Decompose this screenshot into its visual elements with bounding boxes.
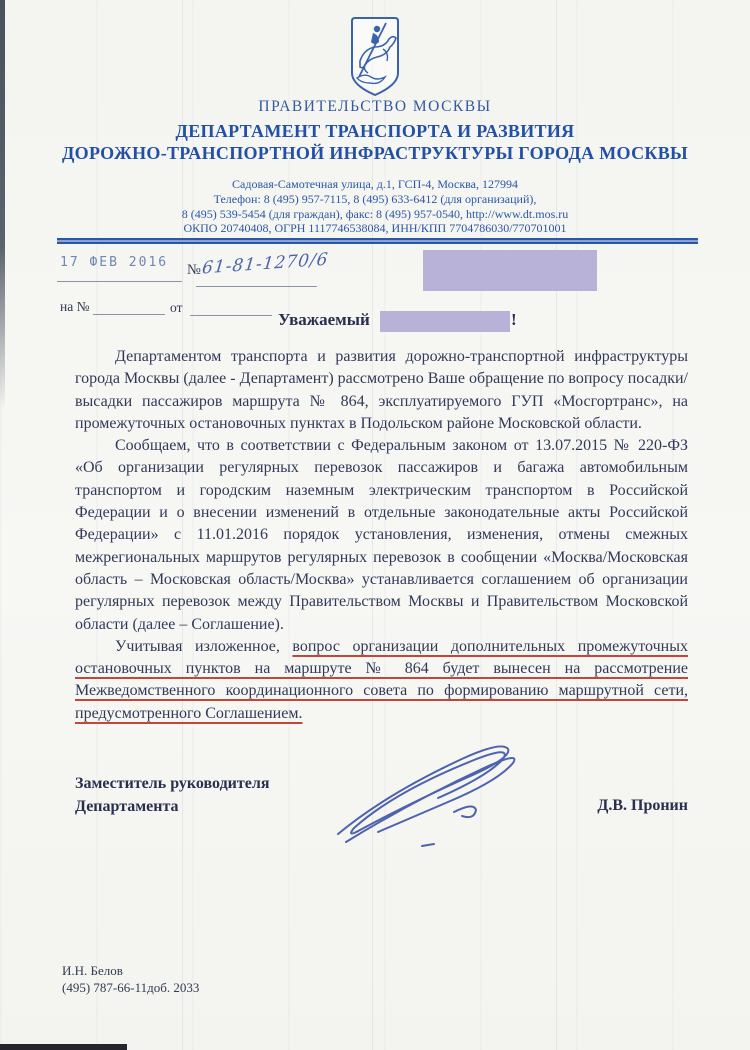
paragraph-2: Сообщаем, что в соответствии с Федеральным законом от 13.07.2015 № 220-ФЗ «Об организации регулярных перевозок пассажиров и багажа автомобильным транспортом и городским наземным электрическим транспортом в Российской Федерации и о внесении изменений в отдельные законодательные акты Российской Федерации» с 11.01.2016 порядок установления, изменения, отмены смежных межрегиональных маршрутов регулярных перевозок в сообщении «Москва/Московская область – Московская область/Москва» устанавливается соглашением об организации регулярных перевозок между Правительством Москвы и Правительством Московской области (далее – Соглашение). [75, 437, 688, 633]
paragraph-3-underlined: вопрос организации дополнительных промежуточных остановочных пунктов на маршруте № 864 будет вынесен на рассмотрение Межведомственного координационного совета по формированию маршрутной сети, предусмотренного Соглашением. [75, 637, 688, 722]
date-underline [57, 281, 182, 282]
letter-body [75, 346, 688, 725]
contact-phones: Телефон: 8 (495) 957-7115, 8 (495) 633-6412 (для организаций), [213, 191, 537, 206]
moscow-coat-of-arms-icon [344, 16, 406, 103]
from-underline [190, 315, 272, 316]
contact-registration-codes: ОКПО 20740408, ОГРН 1117746538084, ИНН/КПП 7704786030/770701001 [183, 221, 567, 236]
from-label: от [170, 300, 183, 315]
signer-name: Д.В. Пронин [597, 797, 688, 814]
paragraph-1: Департаментом транспорта и развития дорожно-транспортной инфраструктуры города Москвы (далее - Департамент) рассмотрено Ваше обращение по вопросу посадки/высадки пассажиров маршрута № 864, эксплуатируемого ГУП «Мосгортранс», на промежуточных остановочных пунктах в Подольском районе Московской области. [75, 348, 688, 432]
number-sign-label: № [187, 262, 201, 278]
paragraph-3-lead: Учитывая изложенное, [115, 637, 293, 655]
letterhead-contacts [0, 177, 750, 236]
on-number-underline [93, 314, 165, 315]
executor-block [62, 962, 199, 996]
reference-underline [196, 286, 317, 287]
handwritten-reference-number: 61-81-1270/6 [201, 249, 330, 279]
executor-name: И.Н. Белов [62, 963, 123, 978]
department-title-line1: ДЕПАРТАМЕНТ ТРАНСПОРТА И РАЗВИТИЯ [175, 121, 575, 141]
signer-position-line2: Департамента [75, 798, 179, 815]
government-title: ПРАВИТЕЛЬСТВО МОСКВЫ [258, 98, 492, 115]
salutation-exclamation: ! [511, 310, 517, 329]
salutation-greeting: Уважаемый [278, 310, 370, 329]
signer-position [75, 772, 270, 818]
scan-artifact-bottom-bar [0, 1044, 127, 1050]
department-title-line2: ДОРОЖНО-ТРАНСПОРТНОЙ ИНФРАСТРУКТУРЫ ГОРОДА МОСКВЫ [61, 143, 689, 163]
letterhead-divider [57, 238, 698, 244]
signature-scribble [316, 732, 536, 855]
on-number-label: на № [60, 299, 90, 314]
redaction-box-name [380, 311, 510, 332]
executor-phone: (495) 787-66-11доб. 2033 [62, 980, 200, 995]
paragraph-3 [75, 636, 688, 725]
date-stamp: 17 ФЕВ 2016 [60, 255, 169, 270]
redaction-box-addressee [423, 250, 597, 291]
signer-position-line1: Заместитель руководителя [75, 775, 270, 792]
contact-address: Садовая-Самотечная улица, д.1, ГСП-4, Москва, 127994 [232, 177, 518, 191]
contact-fax-site: 8 (495) 539-5454 (для граждан), факс: 8 (495) 957-0540, http://www.dt.mos.ru [181, 206, 569, 221]
